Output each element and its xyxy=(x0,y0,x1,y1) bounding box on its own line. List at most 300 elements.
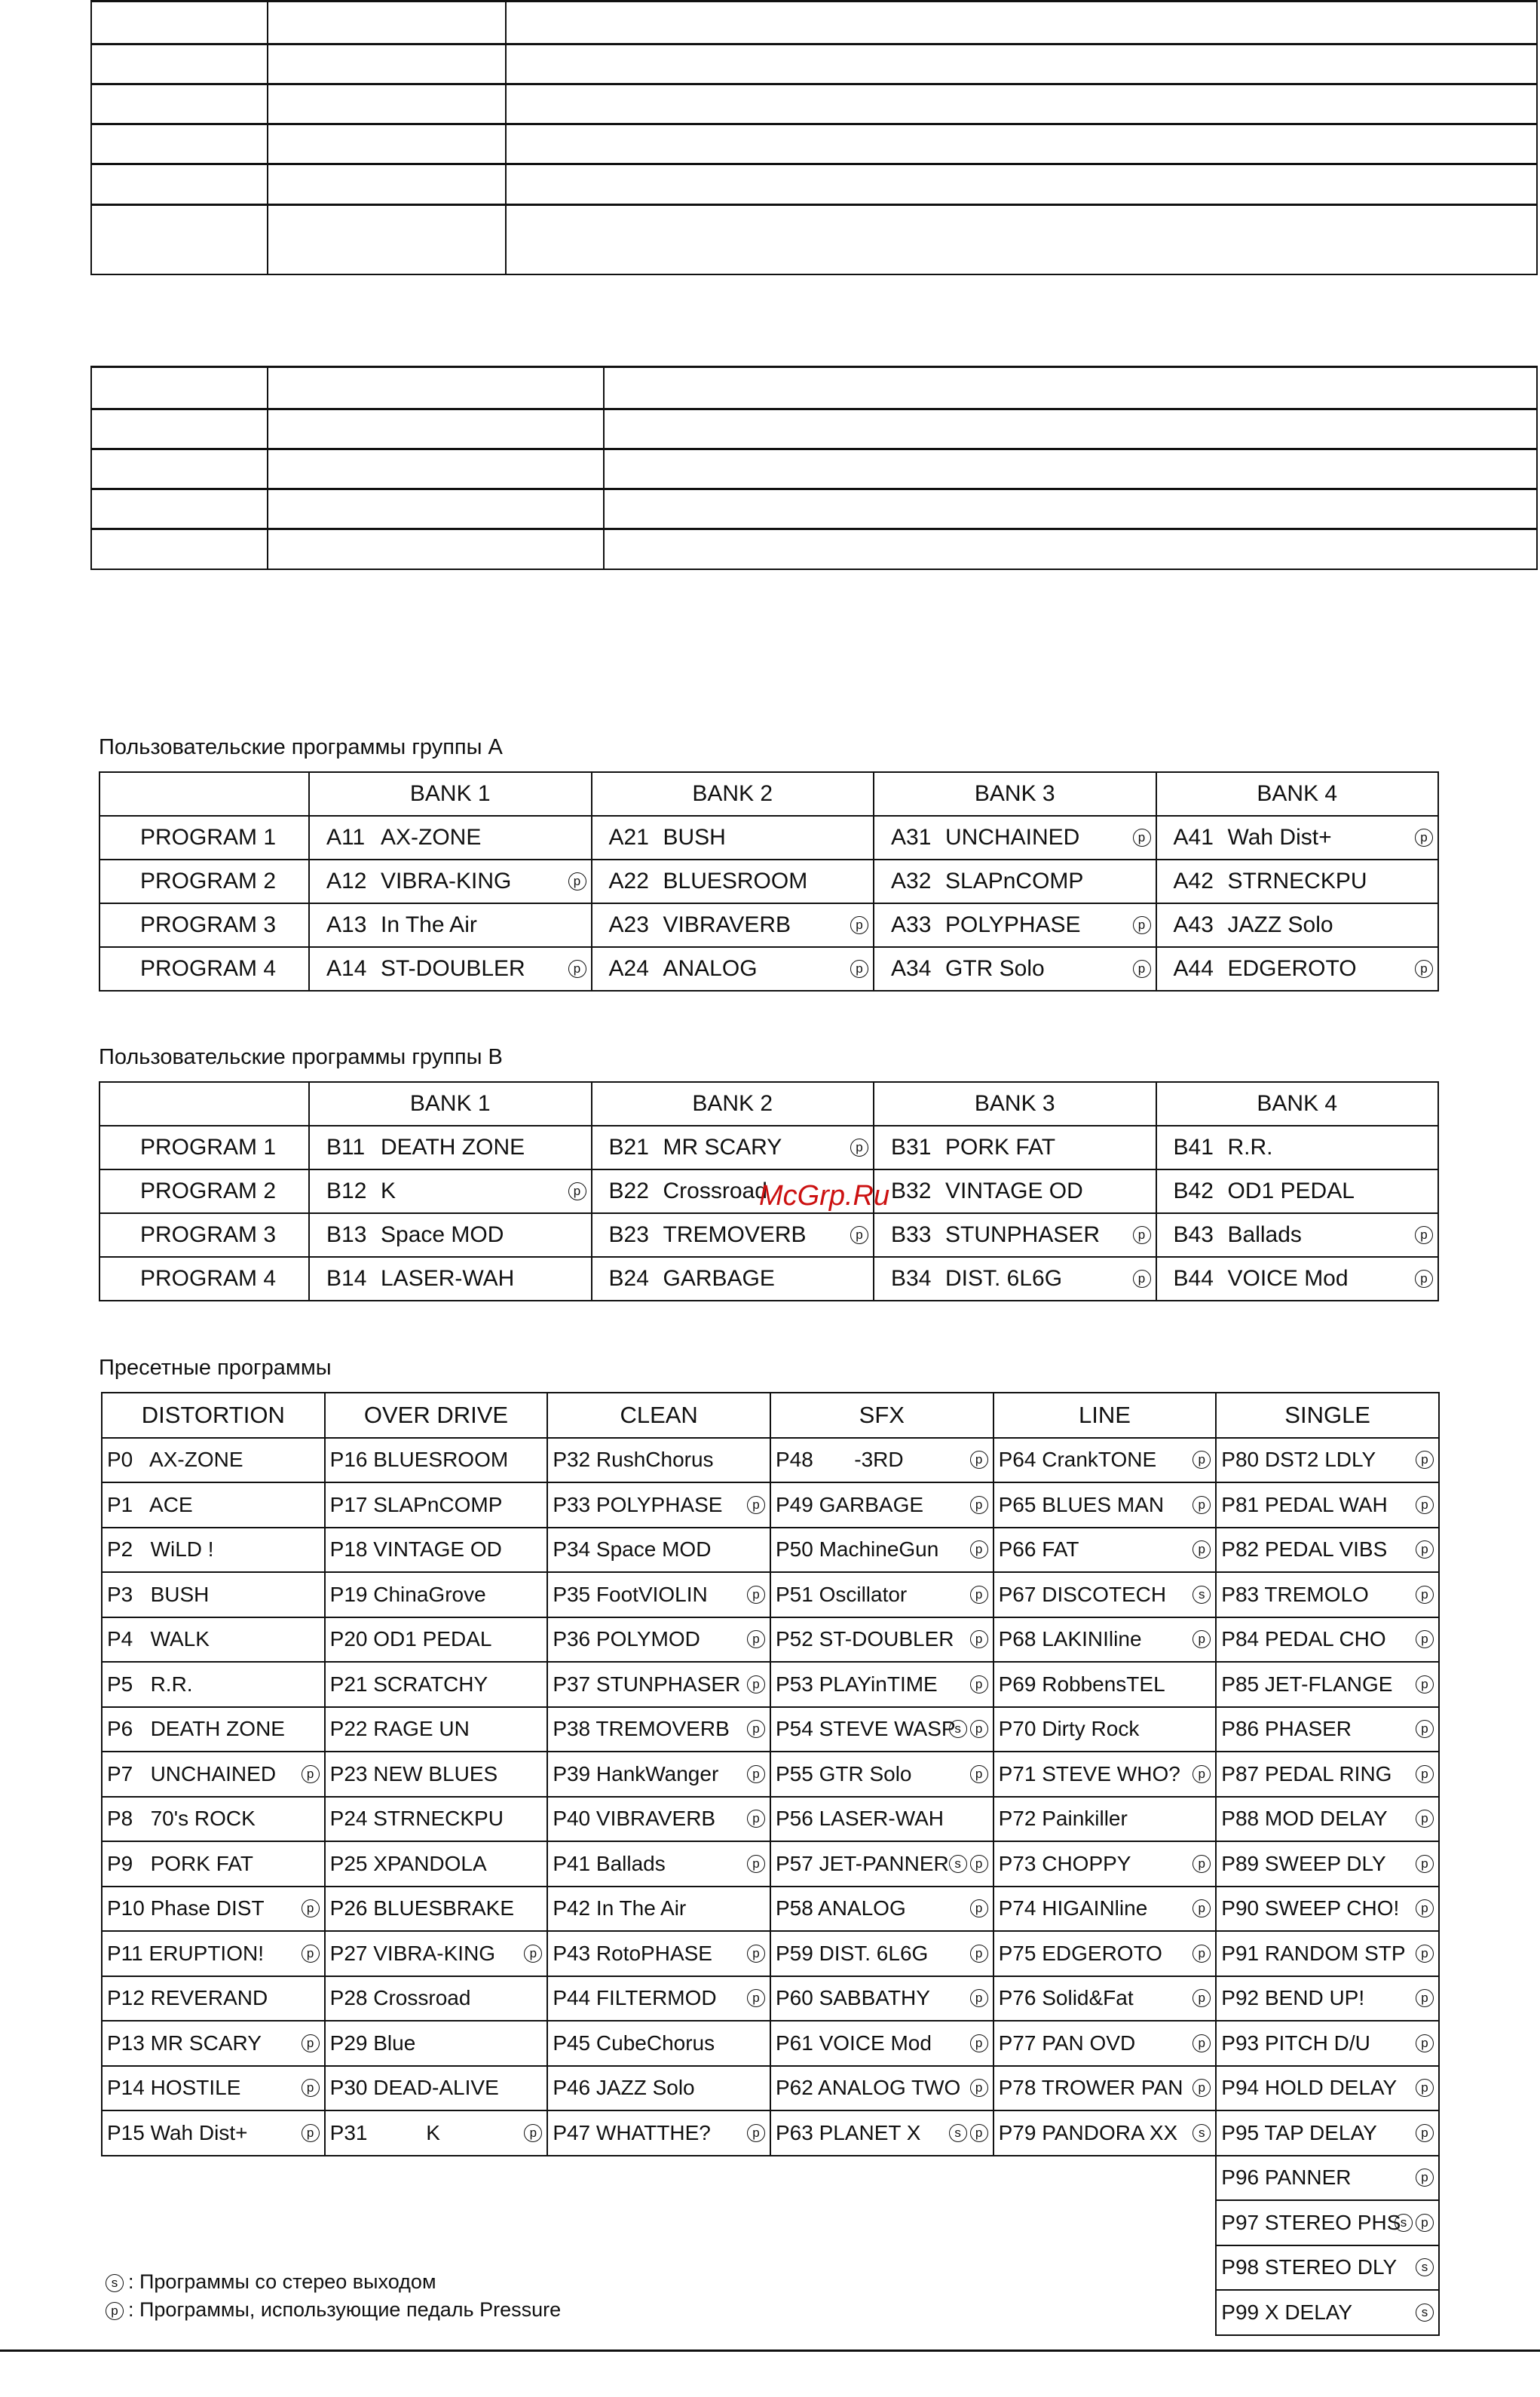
pressure-mark-icon: p xyxy=(1193,2034,1211,2052)
preset-cell xyxy=(102,1841,325,1887)
preset-name: P29 Blue xyxy=(329,2031,416,2055)
pressure-mark-icon: p xyxy=(1133,1270,1151,1288)
preset-cell xyxy=(1216,1572,1439,1617)
program-code: B21 xyxy=(608,1135,649,1160)
preset-name: P97 STEREO PHS xyxy=(1221,2210,1401,2234)
program-name: DIST. 6L6G xyxy=(945,1266,1063,1291)
preset-name: P14 HOSTILE xyxy=(107,2076,241,2100)
preset-name: P67 DISCOTECH xyxy=(998,1582,1167,1606)
program-name: ST-DOUBLER xyxy=(381,956,525,981)
empty-cell xyxy=(770,2156,993,2201)
program-code: B13 xyxy=(326,1222,367,1247)
preset-cell xyxy=(102,1438,325,1483)
blank-table-1 xyxy=(90,0,1538,275)
program-cell xyxy=(1156,1126,1439,1169)
preset-cell xyxy=(102,1617,325,1663)
preset-cell xyxy=(102,1976,325,2022)
preset-cell xyxy=(770,2066,993,2111)
pressure-mark-icon: p xyxy=(1133,960,1151,978)
preset-name: P81 PEDAL WAH xyxy=(1221,1492,1388,1516)
program-name: STUNPHASER xyxy=(945,1222,1101,1247)
pressure-mark-icon: p xyxy=(1193,2079,1211,2097)
pressure-mark-icon: p xyxy=(1416,1586,1434,1604)
preset-cell xyxy=(770,1662,993,1707)
preset-name: P32 RushChorus xyxy=(553,1448,714,1472)
preset-cell xyxy=(993,1931,1217,1976)
preset-name: P89 SWEEP DLY xyxy=(1221,1851,1386,1875)
preset-cell xyxy=(770,1931,993,1976)
pressure-mark-icon: p xyxy=(1133,1226,1151,1244)
pressure-mark-icon: p xyxy=(302,2124,320,2142)
preset-cell xyxy=(1216,1887,1439,1932)
preset-name: P90 SWEEP CHO! xyxy=(1221,1896,1400,1920)
pressure-mark-icon: p xyxy=(1416,1945,1434,1963)
pressure-mark-icon: p xyxy=(1415,1270,1433,1288)
preset-name: P86 PHASER xyxy=(1221,1717,1352,1741)
pressure-mark-icon: p xyxy=(302,2079,320,2097)
pressure-mark-icon: p xyxy=(1416,2079,1434,2097)
preset-name: P33 POLYPHASE xyxy=(553,1492,723,1516)
table-row xyxy=(100,816,1438,860)
program-cell xyxy=(592,1213,874,1257)
pressure-mark-icon: p xyxy=(1415,1226,1433,1244)
preset-name: P64 CrankTONE xyxy=(998,1448,1157,1472)
preset-cell xyxy=(102,1707,325,1752)
program-cell xyxy=(874,816,1156,860)
pressure-mark-icon: p xyxy=(747,1496,765,1514)
bank-header: BANK 4 xyxy=(1156,1082,1439,1126)
pressure-mark-icon: p xyxy=(1416,1630,1434,1648)
preset-name: P84 PEDAL CHO xyxy=(1221,1627,1386,1651)
preset-name: P47 WHATTHE? xyxy=(553,2120,711,2144)
preset-cell xyxy=(325,1976,548,2022)
program-name: BLUESROOM xyxy=(663,869,808,894)
pressure-mark-icon: p xyxy=(1193,1630,1211,1648)
preset-cell xyxy=(547,1707,770,1752)
empty-cell xyxy=(770,2290,993,2335)
preset-cell xyxy=(993,1482,1217,1528)
program-code: A11 xyxy=(326,825,366,850)
program-name: ANALOG xyxy=(663,956,758,981)
program-code: B12 xyxy=(326,1179,367,1203)
program-label: PROGRAM 1 xyxy=(100,1126,309,1169)
pressure-mark-icon: p xyxy=(1193,1855,1211,1873)
table-row xyxy=(102,1931,1439,1976)
program-cell xyxy=(592,860,874,903)
program-cell xyxy=(874,860,1156,903)
program-name: VOICE Mod xyxy=(1227,1266,1349,1291)
preset-name: P53 PLAYinTIME xyxy=(775,1672,938,1696)
program-label: PROGRAM 2 xyxy=(100,1169,309,1213)
pressure-mark-icon: p xyxy=(970,1540,988,1559)
table-row xyxy=(100,1126,1438,1169)
program-code: B24 xyxy=(608,1266,649,1291)
preset-programs xyxy=(101,1392,1440,2336)
preset-name: P71 STEVE WHO? xyxy=(998,1761,1180,1785)
bank-header: BANK 4 xyxy=(1156,772,1439,816)
pressure-mark-icon: p xyxy=(970,2124,988,2142)
stereo-mark-icon: s xyxy=(949,1720,967,1738)
preset-cell xyxy=(770,2021,993,2066)
preset-cell xyxy=(102,1528,325,1573)
corner-cell xyxy=(100,1082,309,1126)
preset-cell xyxy=(993,1528,1217,1573)
preset-cell xyxy=(102,2066,325,2111)
pressure-mark-icon: p xyxy=(747,2124,765,2142)
preset-cell xyxy=(1216,2021,1439,2066)
preset-name: P40 VIBRAVERB xyxy=(553,1807,716,1831)
empty-cell xyxy=(102,2200,325,2245)
program-name: POLYPHASE xyxy=(945,912,1081,937)
preset-name: P98 STEREO DLY xyxy=(1221,2255,1398,2279)
preset-name: P48 -3RD xyxy=(775,1448,904,1472)
preset-name: P61 VOICE Mod xyxy=(775,2031,932,2055)
table-row xyxy=(102,1752,1439,1797)
program-cell xyxy=(592,1126,874,1169)
bank-header: BANK 2 xyxy=(592,772,874,816)
preset-name: P16 BLUESROOM xyxy=(329,1448,509,1472)
preset-cell xyxy=(1216,1797,1439,1842)
pressure-mark-icon: p xyxy=(1416,2034,1434,2052)
program-name: VIBRAVERB xyxy=(663,912,791,937)
program-code: A32 xyxy=(891,869,932,894)
preset-name: P83 TREMOLO xyxy=(1221,1582,1369,1606)
preset-name: P56 LASER-WAH xyxy=(775,1807,944,1831)
pressure-mark-icon: p xyxy=(1415,829,1433,847)
preset-name: P80 DST2 LDLY xyxy=(1221,1448,1376,1472)
preset-cell xyxy=(993,1572,1217,1617)
preset-cell xyxy=(1216,1841,1439,1887)
preset-name: P8 70's ROCK xyxy=(107,1807,256,1831)
table-row xyxy=(102,2066,1439,2111)
pressure-mark-icon: p xyxy=(1193,1899,1211,1917)
preset-name: P42 In The Air xyxy=(553,1896,687,1920)
table-row xyxy=(100,1213,1438,1257)
preset-cell xyxy=(547,1482,770,1528)
empty-cell xyxy=(325,2200,548,2245)
preset-name: P17 SLAPnCOMP xyxy=(329,1492,503,1516)
pressure-mark-icon: p xyxy=(302,2034,320,2052)
preset-cell xyxy=(325,1482,548,1528)
preset-name: P75 EDGEROTO xyxy=(998,1941,1162,1965)
pressure-mark-icon: p xyxy=(1416,1675,1434,1694)
program-code: A24 xyxy=(608,956,649,981)
program-name: Ballads xyxy=(1227,1222,1302,1247)
table-row xyxy=(102,2021,1439,2066)
preset-cell xyxy=(770,1707,993,1752)
bank-header: BANK 1 xyxy=(309,772,592,816)
preset-cell xyxy=(993,1617,1217,1663)
preset-name: P49 GARBAGE xyxy=(775,1492,924,1516)
pressure-mark-icon: p xyxy=(970,1855,988,1873)
footer-rule xyxy=(0,2349,1540,2352)
preset-cell xyxy=(102,1662,325,1707)
caption-preset: Пресетные программы xyxy=(99,1356,332,1380)
program-name: Wah Dist+ xyxy=(1227,825,1332,850)
pressure-mark-icon: p xyxy=(1416,1451,1434,1469)
preset-category-header: CLEAN xyxy=(547,1393,770,1438)
preset-name: P55 GTR Solo xyxy=(775,1761,912,1785)
empty-cell xyxy=(547,2245,770,2291)
caption-group-b: Пользовательские программы группы B xyxy=(99,1045,503,1069)
program-code: A14 xyxy=(326,956,367,981)
program-code: A22 xyxy=(608,869,649,894)
table-row xyxy=(100,947,1438,991)
table-row xyxy=(102,2110,1439,2156)
preset-cell xyxy=(1216,2110,1439,2156)
pressure-mark-icon: p xyxy=(970,1765,988,1783)
preset-cell xyxy=(993,1438,1217,1483)
program-cell xyxy=(309,1257,592,1301)
program-cell xyxy=(309,1126,592,1169)
blank-table-2 xyxy=(90,366,1538,570)
program-code: B34 xyxy=(891,1266,932,1291)
preset-name: P79 PANDORA XX xyxy=(998,2120,1178,2144)
table-row xyxy=(100,1257,1438,1301)
program-code: B44 xyxy=(1173,1266,1214,1291)
preset-cell xyxy=(770,2110,993,2156)
preset-category-header: SFX xyxy=(770,1393,993,1438)
program-cell xyxy=(592,1257,874,1301)
preset-cell xyxy=(1216,1528,1439,1573)
preset-cell xyxy=(1216,1752,1439,1797)
pressure-mark-icon: p xyxy=(747,1675,765,1694)
preset-name: P59 DIST. 6L6G xyxy=(775,1941,929,1965)
preset-name: P22 RAGE UN xyxy=(329,1717,470,1741)
table-row xyxy=(102,1662,1439,1707)
preset-cell xyxy=(1216,1976,1439,2022)
program-cell xyxy=(1156,947,1439,991)
preset-cell xyxy=(325,1887,548,1932)
preset-name: P76 Solid&Fat xyxy=(998,1986,1134,2010)
program-code: A42 xyxy=(1173,869,1214,894)
pressure-mark-icon: p xyxy=(1416,2169,1434,2187)
preset-cell xyxy=(325,1662,548,1707)
preset-name: P0 AX-ZONE xyxy=(107,1448,243,1472)
stereo-mark-icon: s xyxy=(1193,2124,1211,2142)
preset-cell xyxy=(993,2021,1217,2066)
program-code: B11 xyxy=(326,1135,366,1160)
program-cell xyxy=(309,947,592,991)
program-code: B33 xyxy=(891,1222,932,1247)
preset-name: P3 BUSH xyxy=(107,1582,210,1606)
pressure-mark-icon: p xyxy=(970,1989,988,2007)
preset-cell xyxy=(325,1617,548,1663)
program-name: K xyxy=(381,1179,396,1203)
preset-name: P73 CHOPPY xyxy=(998,1851,1131,1875)
preset-name: P13 MR SCARY xyxy=(107,2031,262,2055)
preset-category-header: DISTORTION xyxy=(102,1393,325,1438)
preset-name: P63 PLANET X xyxy=(775,2120,921,2144)
preset-cell xyxy=(547,1662,770,1707)
program-cell xyxy=(1156,860,1439,903)
preset-cell xyxy=(547,1438,770,1483)
program-code: A21 xyxy=(608,825,649,850)
pressure-mark-icon: p xyxy=(302,1765,320,1783)
program-cell xyxy=(592,816,874,860)
table-row xyxy=(102,1841,1439,1887)
pressure-mark-icon: p xyxy=(747,1586,765,1604)
pressure-mark-icon: p xyxy=(970,1586,988,1604)
pressure-mark-icon: p xyxy=(970,1720,988,1738)
preset-name: P65 BLUES MAN xyxy=(998,1492,1165,1516)
empty-cell xyxy=(547,2156,770,2201)
preset-cell xyxy=(325,2066,548,2111)
preset-cell xyxy=(547,1976,770,2022)
preset-name: P19 ChinaGrove xyxy=(329,1582,486,1606)
program-label: PROGRAM 3 xyxy=(100,903,309,947)
preset-cell xyxy=(325,1797,548,1842)
preset-cell xyxy=(325,1752,548,1797)
preset-name: P43 RotoPHASE xyxy=(553,1941,712,1965)
preset-name: P70 Dirty Rock xyxy=(998,1717,1140,1741)
preset-cell xyxy=(1216,1931,1439,1976)
program-name: Crossroad xyxy=(663,1179,767,1203)
preset-name: P35 FootVIOLIN xyxy=(553,1582,708,1606)
program-code: A33 xyxy=(891,912,932,937)
preset-cell xyxy=(325,1707,548,1752)
program-cell xyxy=(592,903,874,947)
program-label: PROGRAM 2 xyxy=(100,860,309,903)
program-name: VINTAGE OD xyxy=(945,1179,1083,1203)
pressure-mark-icon: p xyxy=(970,2079,988,2097)
preset-name: P37 STUNPHASER xyxy=(553,1672,741,1696)
preset-cell xyxy=(770,1797,993,1842)
pressure-mark-icon: p xyxy=(524,1945,542,1963)
preset-cell xyxy=(547,1931,770,1976)
pressure-mark-icon: p xyxy=(1193,1496,1211,1514)
preset-name: P51 Oscillator xyxy=(775,1582,908,1606)
program-name: EDGEROTO xyxy=(1227,956,1357,981)
preset-name: P94 HOLD DELAY xyxy=(1221,2076,1398,2100)
program-code: B14 xyxy=(326,1266,367,1291)
bank-header: BANK 1 xyxy=(309,1082,592,1126)
pressure-mark-icon: p xyxy=(302,1945,320,1963)
pressure-mark-icon: p xyxy=(1133,829,1151,847)
preset-name: P91 RANDOM STP xyxy=(1221,1941,1406,1965)
preset-name: P25 XPANDOLA xyxy=(329,1851,487,1875)
pressure-mark-icon: p xyxy=(970,2034,988,2052)
pressure-mark-icon: p xyxy=(1193,1540,1211,1559)
program-cell xyxy=(309,860,592,903)
preset-cell xyxy=(770,1976,993,2022)
empty-cell xyxy=(770,2245,993,2291)
preset-name: P20 OD1 PEDAL xyxy=(329,1627,492,1651)
preset-cell xyxy=(1216,1438,1439,1483)
program-cell xyxy=(1156,903,1439,947)
program-name: GTR Solo xyxy=(945,956,1045,981)
program-cell xyxy=(874,903,1156,947)
empty-cell xyxy=(770,2200,993,2245)
pressure-mark-icon: p xyxy=(1193,1945,1211,1963)
preset-name: P72 Painkiller xyxy=(998,1807,1128,1831)
preset-name: P88 MOD DELAY xyxy=(1221,1807,1388,1831)
preset-cell xyxy=(770,1438,993,1483)
preset-name: P95 TAP DELAY xyxy=(1221,2120,1377,2144)
caption-group-a: Пользовательские программы группы A xyxy=(99,735,503,759)
preset-cell xyxy=(993,1662,1217,1707)
preset-name: P5 R.R. xyxy=(107,1672,193,1696)
legend-stereo xyxy=(106,2270,436,2294)
preset-cell xyxy=(993,1707,1217,1752)
preset-cell xyxy=(993,2066,1217,2111)
preset-cell xyxy=(547,1887,770,1932)
program-code: B32 xyxy=(891,1179,932,1203)
preset-cell xyxy=(547,1752,770,1797)
preset-cell xyxy=(993,1797,1217,1842)
preset-cell xyxy=(1216,2245,1439,2291)
pressure-mark-icon: p xyxy=(1193,1451,1211,1469)
program-name: UNCHAINED xyxy=(945,825,1080,850)
program-cell xyxy=(592,947,874,991)
preset-cell xyxy=(1216,1617,1439,1663)
program-cell xyxy=(309,816,592,860)
program-name: TREMOVERB xyxy=(663,1222,807,1247)
preset-cell xyxy=(1216,2200,1439,2245)
table-row xyxy=(102,2156,1439,2201)
preset-cell xyxy=(547,2021,770,2066)
preset-name: P66 FAT xyxy=(998,1537,1079,1562)
pressure-mark-icon: p xyxy=(747,1765,765,1783)
preset-cell xyxy=(1216,2290,1439,2335)
stereo-mark-icon: s xyxy=(949,1855,967,1873)
preset-name: P77 PAN OVD xyxy=(998,2031,1136,2055)
pressure-mark-icon: p xyxy=(1415,960,1433,978)
preset-name: P57 JET-PANNER xyxy=(775,1851,949,1875)
pressure-mark-icon: p xyxy=(1416,1899,1434,1917)
empty-cell xyxy=(993,2200,1217,2245)
preset-name: P99 X DELAY xyxy=(1221,2300,1353,2324)
program-name: STRNECKPU xyxy=(1227,869,1367,894)
preset-cell xyxy=(102,1482,325,1528)
pressure-mark-icon: p xyxy=(747,1855,765,1873)
preset-name: P93 PITCH D/U xyxy=(1221,2031,1370,2055)
stereo-mark-icon: s xyxy=(1395,2214,1413,2232)
pressure-mark-icon: p xyxy=(1416,1810,1434,1828)
pressure-mark-icon: p xyxy=(568,872,586,890)
corner-cell xyxy=(100,772,309,816)
table-row xyxy=(102,1797,1439,1842)
pressure-mark-icon: p xyxy=(568,1182,586,1200)
preset-category-header: SINGLE xyxy=(1216,1393,1439,1438)
preset-cell xyxy=(547,1528,770,1573)
table-row xyxy=(102,1438,1439,1483)
pressure-mark-icon: p xyxy=(747,1989,765,2007)
preset-cell xyxy=(770,1528,993,1573)
preset-cell xyxy=(102,2021,325,2066)
table-row xyxy=(102,1707,1439,1752)
program-code: B22 xyxy=(608,1179,649,1203)
pressure-mark-icon: p xyxy=(302,1899,320,1917)
preset-name: P87 PEDAL RING xyxy=(1221,1761,1392,1785)
stereo-mark-icon: s xyxy=(1193,1586,1211,1604)
pressure-symbol-icon: p xyxy=(106,2302,124,2320)
program-cell xyxy=(309,1169,592,1213)
pressure-mark-icon: p xyxy=(1416,2124,1434,2142)
pressure-mark-icon: p xyxy=(1416,1496,1434,1514)
preset-name: P18 VINTAGE OD xyxy=(329,1537,502,1562)
program-name: LASER-WAH xyxy=(381,1266,515,1291)
preset-name: P1 ACE xyxy=(107,1492,193,1516)
program-name: OD1 PEDAL xyxy=(1227,1179,1355,1203)
pressure-mark-icon: p xyxy=(850,1139,868,1157)
preset-cell xyxy=(102,1887,325,1932)
pressure-mark-icon: p xyxy=(1416,1989,1434,2007)
preset-name: P23 NEW BLUES xyxy=(329,1761,498,1785)
preset-name: P38 TREMOVERB xyxy=(553,1717,730,1741)
pressure-mark-icon: p xyxy=(970,1451,988,1469)
stereo-mark-icon: s xyxy=(949,2124,967,2142)
